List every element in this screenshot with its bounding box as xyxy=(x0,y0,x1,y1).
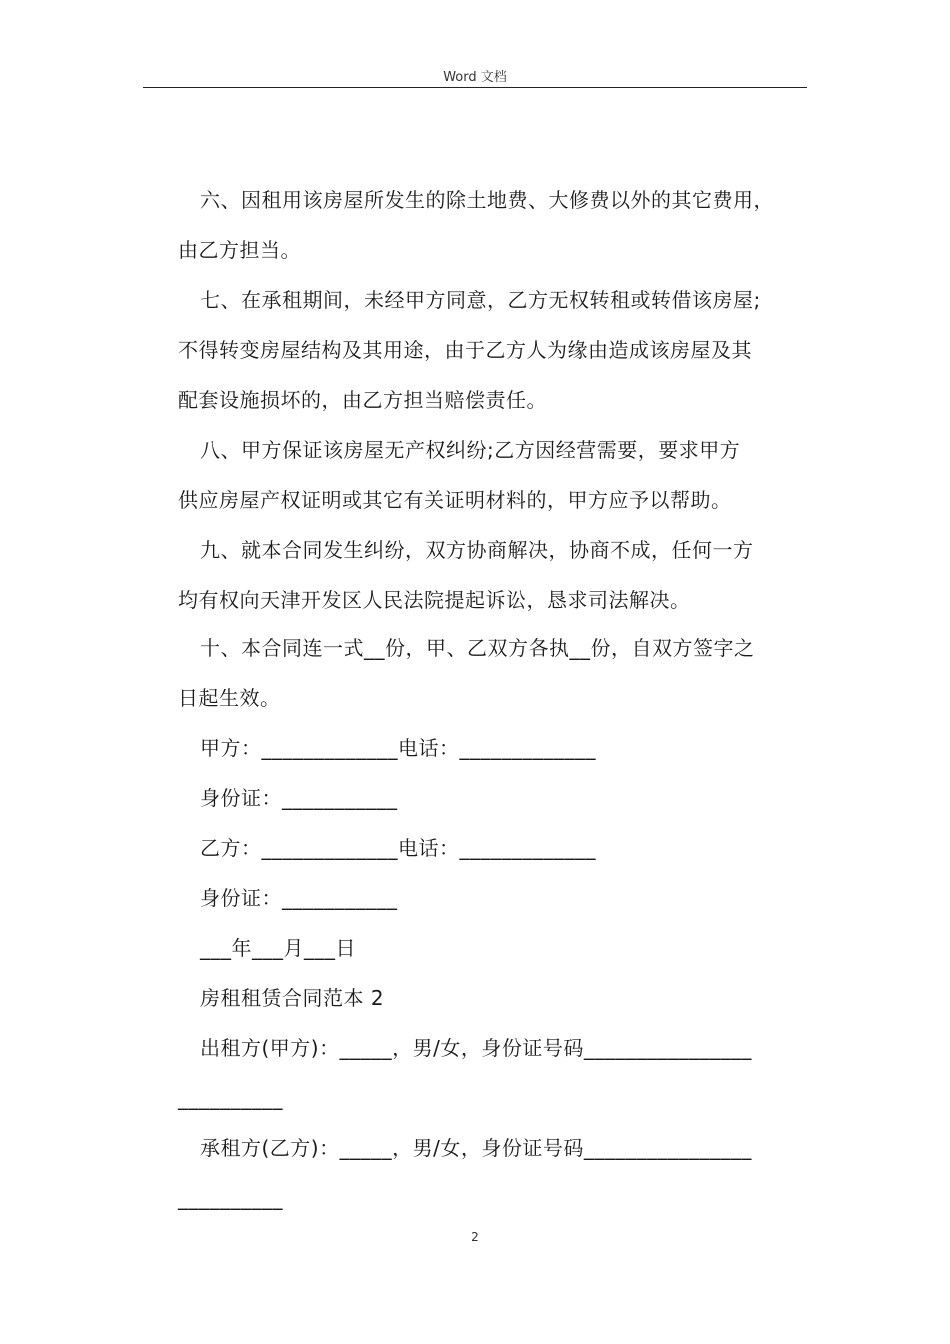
clause-9-line-1: 九、就本合同发生纠纷，双方协商解决，协商不成，任何一方 xyxy=(200,538,754,562)
clause-7-line-2: 不得转变房屋结构及其用途，由于乙方人为缘由造成该房屋及其 xyxy=(178,338,752,362)
party-b-id-line: 身份证：___________ xyxy=(200,886,398,910)
contract-2-title: 房租租赁合同范本 2 xyxy=(200,986,385,1010)
party-a-signature-line: 甲方：_____________电话：_____________ xyxy=(200,736,596,760)
lessor-line-1: 出租方(甲方)：_____，男/女，身份证号码________________ xyxy=(200,1036,752,1060)
clause-6-line-2: 由乙方担当。 xyxy=(178,238,301,262)
clause-8-line-2: 供应房屋产权证明或其它有关证明材料的，甲方应予以帮助。 xyxy=(178,488,732,512)
lessee-line-2: __________ xyxy=(178,1186,283,1210)
clause-8-line-1: 八、甲方保证该房屋无产权纠纷;乙方因经营需要，要求甲方 xyxy=(200,438,741,462)
header-divider xyxy=(143,87,807,88)
lessee-line-1: 承租方(乙方)：_____，男/女，身份证号码________________ xyxy=(200,1136,752,1160)
clause-7-line-1: 七、在承租期间，未经甲方同意，乙方无权转租或转借该房屋; xyxy=(200,288,761,312)
clause-6-line-1: 六、因租用该房屋所发生的除土地费、大修费以外的其它费用， xyxy=(200,188,774,212)
clause-9-line-2: 均有权向天津开发区人民法院提起诉讼，恳求司法解决。 xyxy=(178,588,691,612)
clause-10-line-2: 日起生效。 xyxy=(178,686,281,710)
party-b-signature-line: 乙方：_____________电话：_____________ xyxy=(200,836,596,860)
party-a-id-line: 身份证：___________ xyxy=(200,786,398,810)
page-header: Word 文档 xyxy=(443,70,507,85)
page-number: 2 xyxy=(471,1230,479,1244)
date-line: ___年___月___日 xyxy=(200,936,356,960)
lessor-line-2: __________ xyxy=(178,1086,283,1110)
clause-7-line-3: 配套设施损坏的，由乙方担当赔偿责任。 xyxy=(178,388,547,412)
clause-10-line-1: 十、本合同连一式__份，甲、乙双方各执__份，自双方签字之 xyxy=(200,636,755,660)
